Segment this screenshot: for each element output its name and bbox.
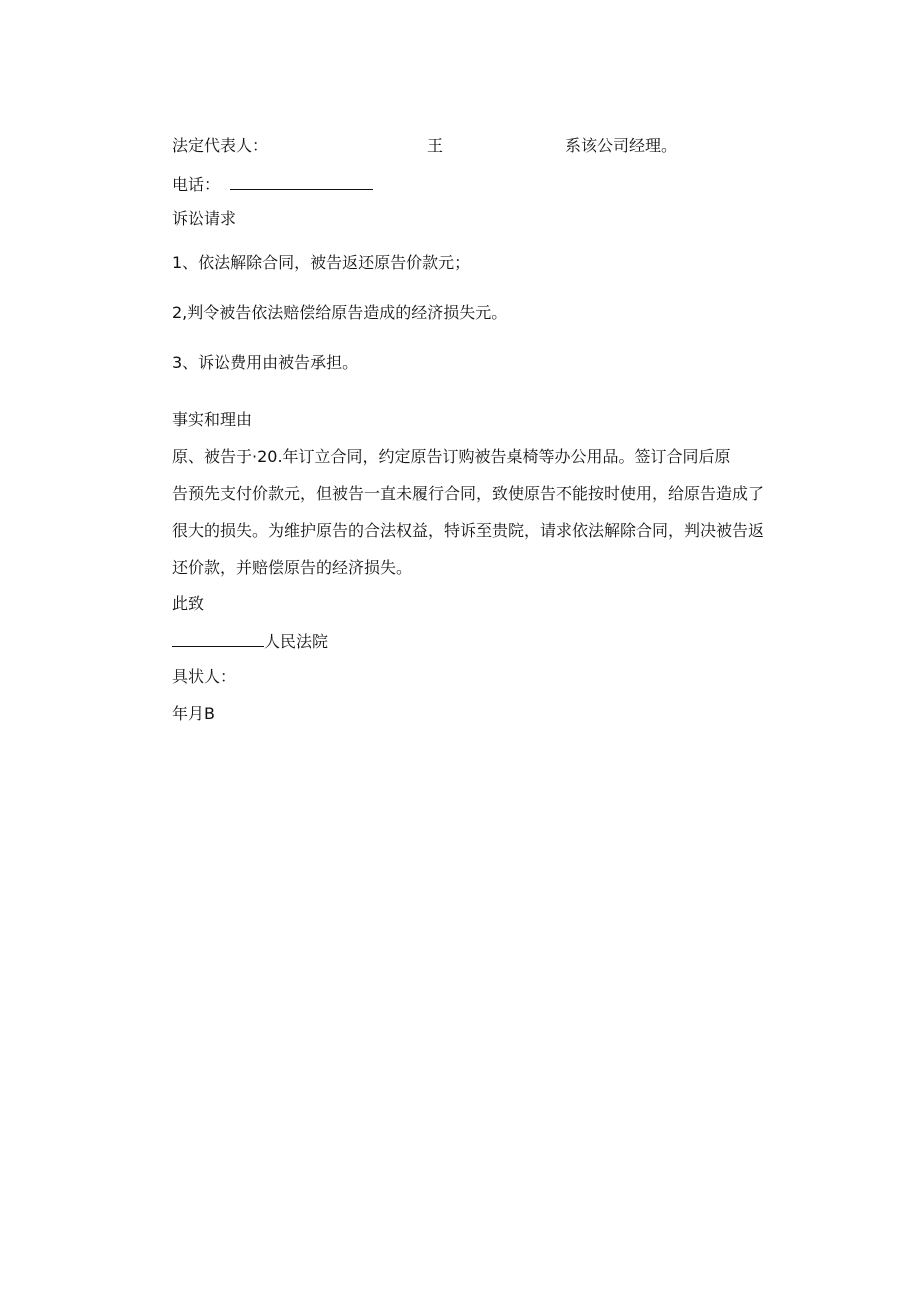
salutation: 此致 (172, 594, 205, 613)
claim-item-3: 3、诉讼费用由被告承担。 (172, 353, 359, 372)
facts-line-3: 很大的损失。为维护原告的合法权益，特诉至贵院，请求依法解除合同，判决被告返 (172, 521, 765, 540)
representative-name: 王 (427, 136, 444, 155)
claim-item-1: 1、依法解除合同，被告返还原告价款元； (172, 253, 471, 272)
court-suffix: 人民法院 (264, 632, 329, 651)
facts-paragraph (172, 438, 768, 586)
phone-blank (230, 173, 373, 190)
plaintiff-label: 具状人： (172, 667, 237, 686)
facts-line-4: 还价款，并赔偿原告的经济损失。 (172, 558, 413, 577)
facts-line-2: 告预先支付价款元，但被告一直未履行合同，致使原告不能按时使用，给原告造成了 (172, 484, 765, 503)
representative-role: 系该公司经理。 (565, 136, 678, 155)
facts-line-1: 原、被告于·20.年订立合同，约定原告订购被告桌椅等办公用品。签订合同后原 (172, 447, 731, 466)
claim-item-2: 2,判令被告依法赔偿给原告造成的经济损失元。 (172, 303, 508, 322)
court-name-blank (172, 630, 264, 647)
phone-line (172, 173, 373, 195)
phone-label: 电话： (172, 175, 221, 194)
representative-label: 法定代表人： (172, 136, 269, 155)
date-label: 年月B (172, 704, 215, 723)
facts-heading: 事实和理由 (172, 410, 253, 429)
claims-heading: 诉讼请求 (172, 209, 237, 228)
court-line (172, 630, 328, 652)
